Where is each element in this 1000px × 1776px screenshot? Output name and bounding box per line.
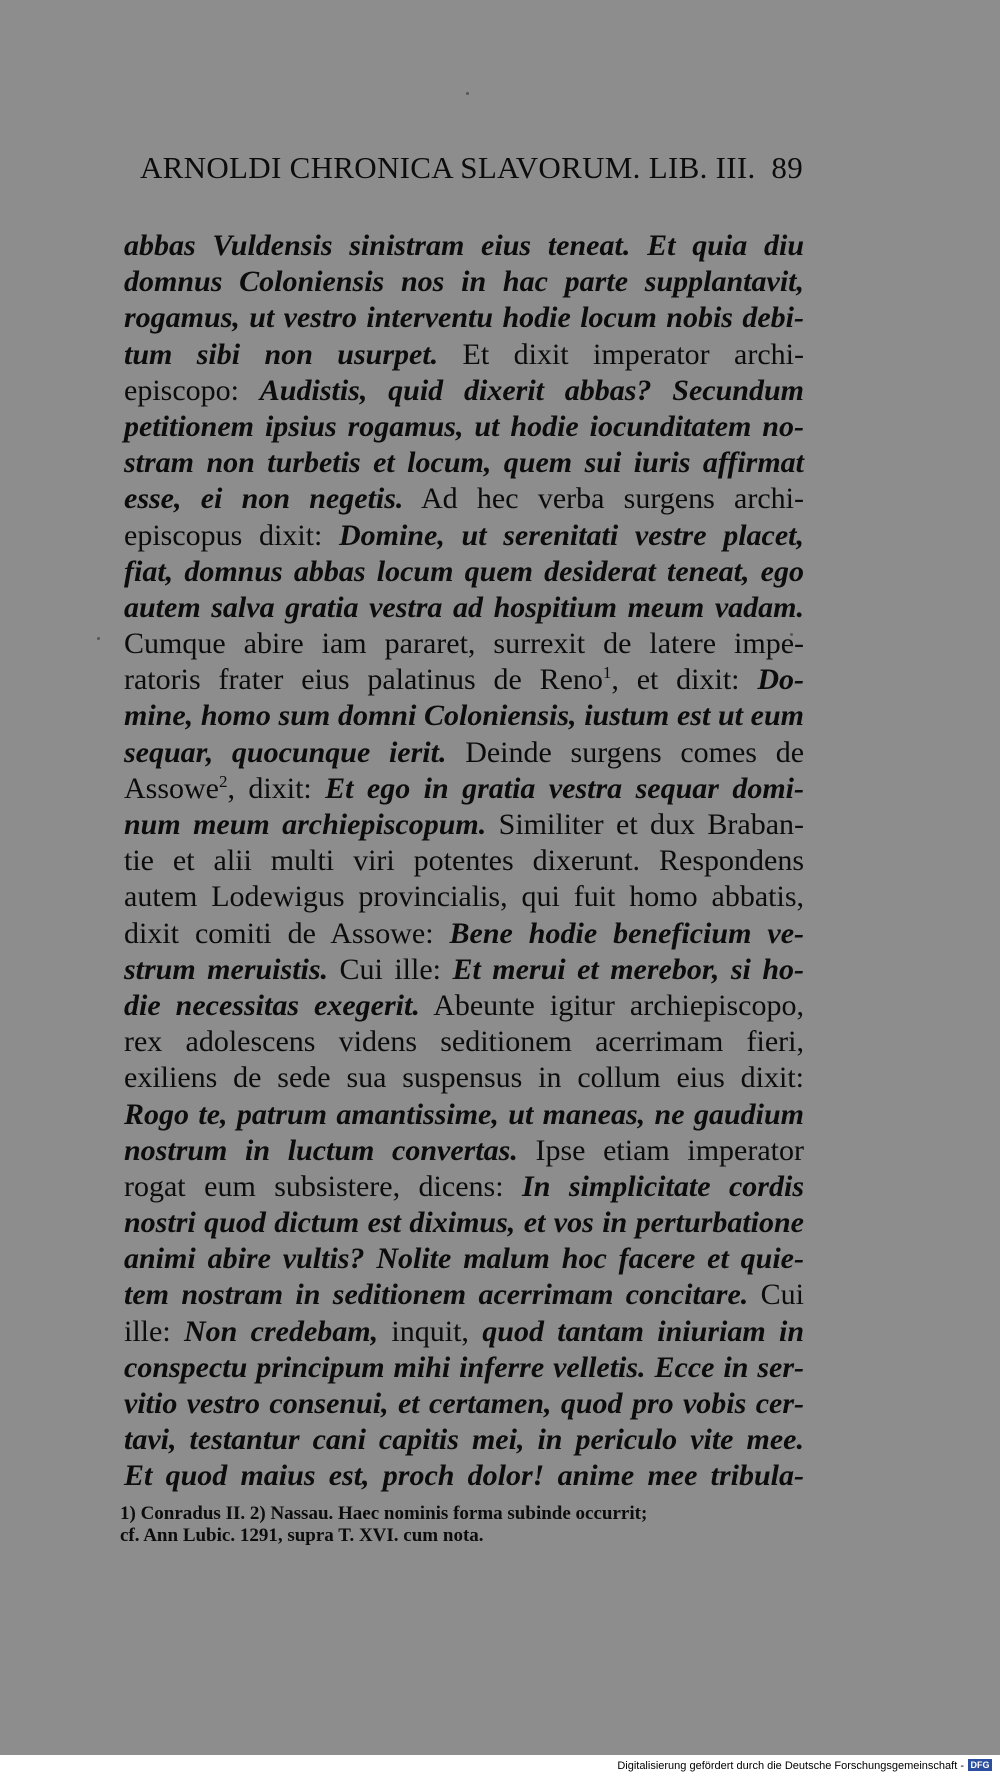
text-line — [124, 988, 804, 1024]
roman-run: episcopo: — [124, 373, 260, 407]
text-line — [124, 1314, 804, 1350]
italic-run: quia diu — [692, 229, 805, 262]
text-line — [124, 1060, 804, 1096]
italic-run: sequar, quocunque ierit. — [124, 735, 447, 769]
roman-run: Deinde surgens comes de — [446, 735, 805, 769]
italic-run: Audistis, quid dixerit abbas? Secundum — [259, 373, 804, 407]
roman-run: autem Lodewigus provincialis, qui fuit homo abbatis, — [124, 880, 804, 914]
roman-run: dixit comiti de Assowe: — [124, 916, 450, 950]
text-line — [124, 1097, 804, 1133]
italic-run: nostri quod dictum est diximus, et vos in perturbatione — [124, 1206, 804, 1240]
italic-run: petitionem ipsius rogamus, ut hodie iocunditatem no- — [124, 409, 804, 443]
scan-speck — [466, 92, 469, 95]
roman-run: , dixit: — [227, 771, 326, 805]
footnotes — [120, 1503, 800, 1547]
italic-run: die necessitas exegerit. — [124, 988, 420, 1022]
footnote-line: cf. Ann Lubic. 1291, supra T. XVI. cum nota. — [120, 1525, 484, 1546]
text-line — [124, 373, 804, 409]
text-line — [124, 1241, 804, 1277]
text-line — [124, 264, 804, 300]
dfg-logo: DFG — [968, 1759, 992, 1771]
text-line — [124, 626, 804, 662]
text-line — [124, 952, 804, 988]
italic-run: Rogo te, patrum amantissime, ut maneas, ne gaudium — [124, 1097, 804, 1131]
roman-run: tie et alii multi viri potentes dixerunt. Respondens — [124, 844, 804, 878]
italic-run: Et — [630, 229, 693, 262]
italic-run: tum sibi non usurpet. — [124, 337, 439, 371]
text-line — [124, 554, 804, 590]
roman-run: Abeunte igitur archiepiscopo, — [419, 988, 804, 1022]
roman-run: , et dixit: — [611, 663, 758, 697]
text-line — [124, 1350, 804, 1386]
italic-run: esse, ei non negetis. — [124, 482, 404, 516]
roman-run: Et dixit imperator archi- — [438, 337, 804, 371]
text-line — [124, 1458, 804, 1494]
scan-speck — [97, 637, 100, 640]
footnote-line: 1) Conradus II. 2) Nassau. Haec nominis forma subinde occurrit; — [120, 1503, 648, 1524]
text-line — [124, 300, 804, 336]
italic-run: Non credebam, — [183, 1314, 379, 1348]
italic-run: abbas Vuldensis sinistram eius teneat. — [124, 229, 631, 262]
text-line — [124, 1422, 804, 1458]
roman-run: Cui — [748, 1278, 804, 1312]
italic-run: autem salva gratia vestra ad hospitium meum vadam. — [124, 590, 804, 624]
italic-run: tavi, testantur cani capitis mei, in periculo vite mee. — [124, 1423, 804, 1457]
italic-run: rogamus, ut vestro interventu hodie locum nobis debi- — [124, 301, 804, 335]
text-line — [124, 735, 804, 771]
text-line — [124, 698, 804, 734]
text-line — [124, 518, 804, 554]
text-line — [124, 916, 804, 952]
text-line — [124, 590, 804, 626]
footnote-marker: 2 — [219, 771, 228, 791]
main-text — [124, 228, 804, 1495]
text-line — [124, 1277, 804, 1313]
roman-run: Cui ille: — [328, 952, 453, 986]
digitization-credit: Digitalisierung gefördert durch die Deutsche Forschungsgemeinschaft - — [617, 1760, 964, 1772]
text-line — [124, 337, 804, 373]
italic-run: Bene hodie beneficium ve- — [449, 916, 805, 950]
text-line — [124, 1024, 804, 1060]
text-line — [124, 481, 804, 517]
roman-run: exiliens de sede sua suspensus in collum eius dixit: — [124, 1061, 804, 1095]
italic-run: quod tantam iniuriam in — [482, 1314, 805, 1348]
text-line — [124, 879, 804, 915]
text-line — [124, 807, 804, 843]
roman-run: rex adolescens videns seditionem acerrimam fieri, — [124, 1025, 804, 1059]
text-line — [124, 771, 804, 807]
footnote-marker: 1 — [602, 663, 612, 683]
roman-run: ille: — [124, 1314, 184, 1348]
running-header — [128, 148, 803, 188]
italic-run: Et quod maius est, proch dolor! anime mee tribula- — [124, 1459, 804, 1493]
italic-run: animi abire vultis? Nolite malum hoc facere et quie- — [124, 1242, 804, 1276]
italic-run: tem nostram in seditionem acerrimam concitare. — [124, 1278, 749, 1312]
text-line — [124, 1169, 804, 1205]
italic-run: domnus Coloniensis nos in hac parte supplantavit, — [124, 265, 804, 299]
roman-run: episcopus dixit: — [124, 518, 340, 552]
italic-run: conspectu principum mihi inferre velletis. Ecce in ser- — [124, 1350, 804, 1384]
italic-run: nostrum in luctum convertas. — [124, 1133, 518, 1167]
italic-run: num meum archiepiscopum. — [124, 808, 487, 841]
text-line — [124, 843, 804, 879]
roman-run: Ad hec verba surgens archi- — [403, 482, 804, 516]
text-line — [124, 1133, 804, 1169]
roman-run: rogat eum subsistere, dicens: — [124, 1169, 523, 1203]
roman-run: inquit, — [378, 1314, 483, 1348]
text-line — [124, 445, 804, 481]
italic-run: In simplicitate cordis — [522, 1169, 804, 1203]
italic-run: Et ego in gratia vestra sequar domi- — [325, 771, 804, 805]
text-line — [124, 1386, 804, 1422]
text-line — [124, 228, 804, 264]
roman-run: ratoris frater eius palatinus de Reno — [124, 663, 603, 697]
text-line — [124, 662, 804, 698]
roman-run: Cumque abire iam pararet, surrexit de latere impe- — [124, 627, 804, 661]
italic-run: stram non turbetis et locum, quem sui iuris affirmat — [124, 446, 804, 480]
text-line — [124, 409, 804, 445]
italic-run: strum meruistis. — [124, 952, 329, 986]
italic-run: Do- — [757, 663, 804, 697]
roman-run: Ipse etiam imperator — [517, 1133, 804, 1167]
italic-run: fiat, domnus abbas locum quem desiderat teneat, ego — [124, 554, 804, 588]
running-title: ARNOLDI CHRONICA SLAVORUM. LIB. III. — [140, 150, 756, 185]
roman-run: Similiter et dux Braban- — [486, 808, 805, 841]
italic-run: Et merui et merebor, si ho- — [452, 952, 805, 986]
italic-run: mine, homo sum domni Coloniensis, iustum est ut eum — [124, 699, 804, 733]
roman-run: Assowe — [124, 771, 219, 805]
italic-run: vitio vestro consenui, et certamen, quod pro vobis cer- — [124, 1387, 804, 1420]
page-number: 89 — [771, 150, 803, 185]
italic-run: Domine, ut serenitati vestre placet, — [339, 518, 805, 552]
text-line — [124, 1205, 804, 1241]
